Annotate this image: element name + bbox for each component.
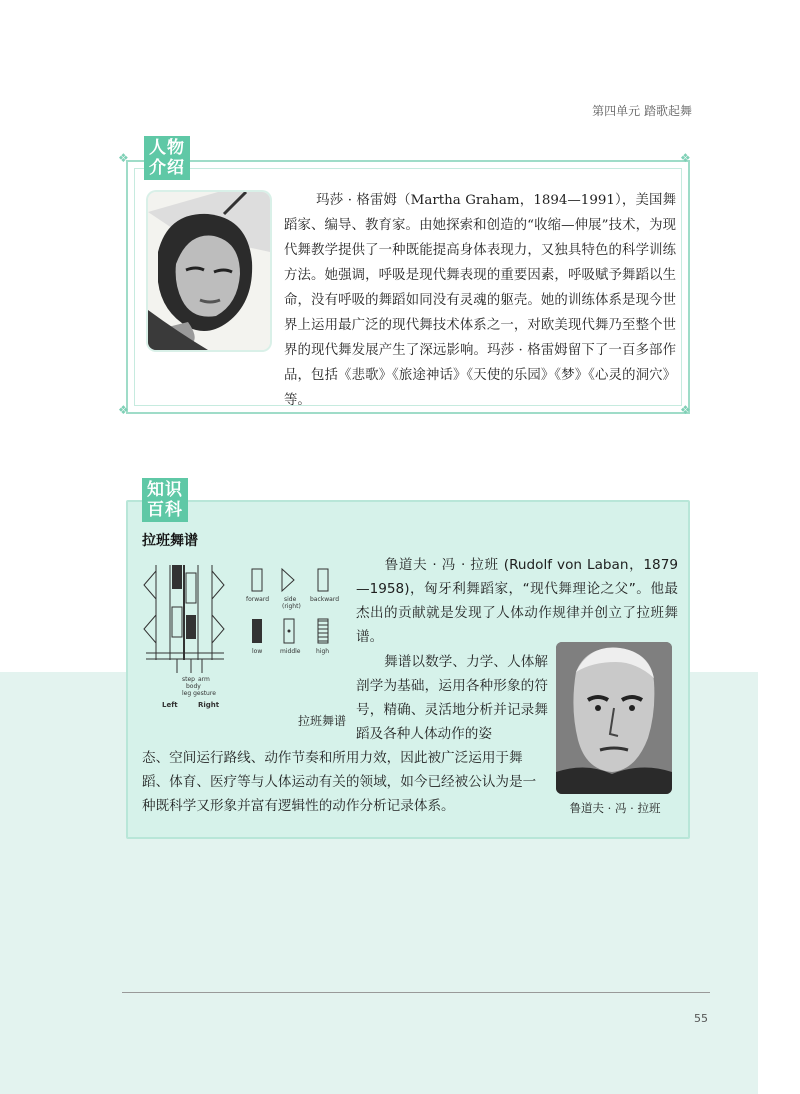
- rudolf-laban-photo: [556, 642, 672, 794]
- notation-label-high: high: [316, 648, 330, 655]
- notation-label-leg: leg gesture: [182, 690, 216, 697]
- unit-header: 第四单元 踏歌起舞: [592, 104, 692, 118]
- ornament-corner-icon: ❖: [680, 151, 691, 165]
- notation-caption: 拉班舞谱: [298, 714, 347, 728]
- badge-line: 介绍: [149, 158, 185, 178]
- ornament-corner-icon: ❖: [118, 403, 129, 417]
- knowledge-text-1: 鲁道夫 · 冯 · 拉班 (Rudolf von Laban，1879—1958)，匈牙利舞蹈家，“现代舞理论之父”。他最杰出的贡献就是发现了人体动作规律并创立了拉班舞谱。: [356, 557, 678, 645]
- badge-line: 人物: [149, 138, 185, 158]
- footer-divider: [122, 992, 710, 993]
- knowledge-badge: [142, 478, 188, 522]
- notation-label-right: Right: [198, 701, 220, 709]
- notation-label-body: body: [186, 683, 201, 690]
- knowledge-paragraph-1: [356, 553, 678, 649]
- section-title: 拉班舞谱: [142, 533, 198, 549]
- knowledge-paragraph-2-start: [356, 650, 548, 746]
- knowledge-text-2a: 舞谱以数学、力学、人体解剖学为基础，运用各种形象的符号，精确、灵活地分析并记录舞蹈及各种人体动作的姿: [356, 654, 548, 742]
- person-intro-text: 玛莎 · 格雷姆（Martha Graham，1894—1991），美国舞蹈家、编导、教育家。由她探索和创造的“收缩—伸展”技术，为现代舞教学提供了一种既能提高身体表现力，又独具特色的科学训练方法。她强调，呼吸是现代舞表现的重要因素，呼吸赋予舞蹈以生命，没有呼吸的舞蹈如同没有灵魂的躯壳。她的训练体系是现今世界上运用最广泛的现代舞技术体系之一，对欧美现代舞乃至整个世界的现代舞发展产生了深远影响。玛莎 · 格雷姆留下了一百多部作品，包括《悲歌》《旅途神话》《天使的乐园》《梦》《心灵的洞穴》等。: [284, 193, 676, 408]
- notation-label-arm: arm: [198, 676, 210, 683]
- page-number: 55: [694, 1012, 708, 1025]
- photo-caption: 鲁道夫 · 冯 · 拉班: [569, 801, 661, 815]
- person-intro-paragraph: [284, 188, 676, 413]
- notation-label-low: low: [252, 648, 263, 655]
- badge-line: 百科: [147, 500, 183, 520]
- notation-label-middle: middle: [280, 648, 301, 655]
- notation-label-step: step: [182, 676, 195, 683]
- martha-graham-photo: [148, 192, 270, 350]
- notation-label-left: Left: [162, 701, 178, 709]
- notation-label-side-right: (right): [282, 603, 301, 610]
- knowledge-paragraph-2-end: 态、空间运行路线、动作节奏和所用力效，因此被广泛运用于舞蹈、体育、医疗等与人体运动有关的领域，如今已经被公认为是一种既科学又形象并富有逻辑性的动作分析记录体系。: [142, 750, 537, 814]
- notation-label-forward: forward: [246, 596, 270, 603]
- ornament-corner-icon: ❖: [680, 403, 691, 417]
- notation-label-side: side: [284, 596, 297, 603]
- ornament-corner-icon: ❖: [118, 151, 129, 165]
- badge-line: 知识: [147, 480, 183, 500]
- person-intro-badge: [144, 136, 190, 180]
- notation-label-backward: backward: [310, 596, 340, 603]
- laban-notation-figure: [142, 555, 347, 710]
